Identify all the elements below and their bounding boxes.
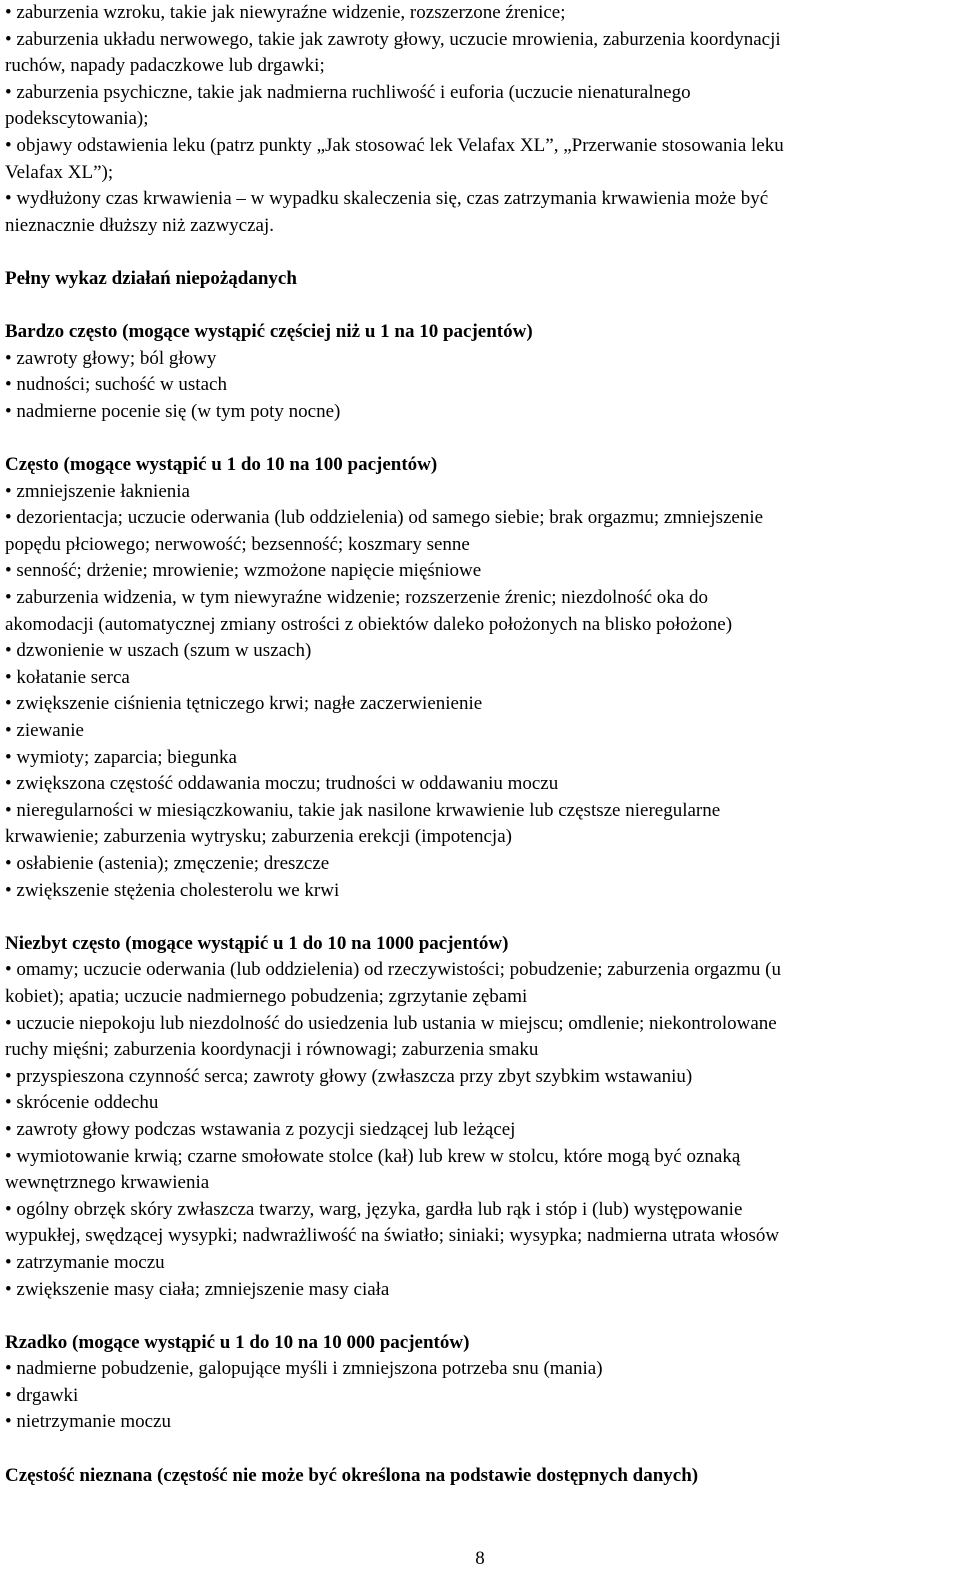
text-line: • wymioty; zaparcia; biegunka	[5, 746, 237, 768]
text-line: • nadmierne pocenie się (w tym poty nocne)	[5, 400, 341, 422]
paragraph-gap	[5, 904, 955, 931]
text-line: • zmniejszenie łaknienia	[5, 480, 190, 502]
text-line: • nadmierne pobudzenie, galopujące myśli i zmniejszona potrzeba snu (mania)	[5, 1358, 603, 1380]
text-line: • dezorientacja; uczucie oderwania (lub oddzielenia) od samego siebie; brak orgazmu; zmniejszenie	[5, 507, 764, 529]
document-body	[5, 0, 955, 1489]
paragraph-gap	[5, 1303, 955, 1330]
text-line: podekscytowania);	[5, 108, 149, 130]
text-line: Velafax XL”);	[5, 161, 114, 183]
text-line: • skrócenie oddechu	[5, 1092, 159, 1114]
text-line: • zaburzenia układu nerwowego, takie jak zawroty głowy, uczucie mrowienia, zaburzenia koordynacji	[5, 28, 781, 50]
text-line: • nietrzymanie moczu	[5, 1411, 171, 1433]
section-heading: Często (mogące wystąpić u 1 do 10 na 100 pacjentów)	[5, 454, 438, 476]
text-line: • zawroty głowy; ból głowy	[5, 347, 217, 369]
text-line: • wydłużony czas krwawienia – w wypadku skaleczenia się, czas zatrzymania krwawienia może być	[5, 188, 769, 210]
text-line: • zaburzenia wzroku, takie jak niewyraźne widzenie, rozszerzone źrenice;	[5, 2, 566, 23]
text-line: • zwiększenie stężenia cholesterolu we krwi	[5, 879, 340, 901]
text-line: • objawy odstawienia leku (patrz punkty „Jak stosować lek Velafax XL”, „Przerwanie stosowania leku	[5, 134, 784, 156]
text-line: • omamy; uczucie oderwania (lub oddzielenia) od rzeczywistości; pobudzenie; zaburzenia orgazmu (u	[5, 959, 782, 981]
text-line: • dzwonienie w uszach (szum w uszach)	[5, 640, 312, 662]
paragraph-gap	[5, 1436, 955, 1463]
text-line: • zwiększenie ciśnienia tętniczego krwi; nagłe zaczerwienienie	[5, 693, 483, 715]
section-heading: Pełny wykaz działań niepożądanych	[5, 267, 297, 289]
text-line: • ogólny obrzęk skóry zwłaszcza twarzy, warg, języka, gardła lub rąk i stóp i (lub) występowanie	[5, 1198, 743, 1220]
text-line: • uczucie niepokoju lub niezdolność do usiedzenia lub ustania w miejscu; omdlenie; niekontrolowane	[5, 1012, 777, 1034]
text-line: • nudności; suchość w ustach	[5, 374, 227, 396]
text-line: • zaburzenia widzenia, w tym niewyraźne widzenie; rozszerzenie źrenic; niezdolność oka do	[5, 587, 708, 609]
text-line: krwawienie; zaburzenia wytrysku; zaburzenia erekcji (impotencja)	[5, 826, 512, 848]
text-line: • zwiększona częstość oddawania moczu; trudności w oddawaniu moczu	[5, 773, 559, 795]
paragraph-gap	[5, 293, 955, 320]
section-heading: Niezbyt często (mogące wystąpić u 1 do 10 na 1000 pacjentów)	[5, 932, 509, 954]
text-line: • osłabienie (astenia); zmęczenie; dreszcze	[5, 853, 330, 874]
text-line: • wymiotowanie krwią; czarne smołowate stolce (kał) lub krew w stolcu, które mogą być oznaką	[5, 1145, 741, 1167]
text-line: kobiet); apatia; uczucie nadmiernego pobudzenia; zgrzytanie zębami	[5, 985, 528, 1007]
text-line: wypukłej, swędzącej wysypki; nadwrażliwość na światło; siniaki; wysypka; nadmierna utrata włosów	[5, 1225, 780, 1247]
text-line: ruchów, napady padaczkowe lub drgawki;	[5, 55, 325, 77]
text-line: • zaburzenia psychiczne, takie jak nadmierna ruchliwość i euforia (uczucie nienaturalnego	[5, 81, 691, 103]
text-line: • zatrzymanie moczu	[5, 1251, 165, 1273]
text-line: • zawroty głowy podczas wstawania z pozycji siedzącej lub leżącej	[5, 1118, 516, 1140]
section-heading: Częstość nieznana (częstość nie może być określona na podstawie dostępnych danych)	[5, 1464, 699, 1486]
text-line: nieznacznie dłuższy niż zazwyczaj.	[5, 214, 275, 236]
text-line: • senność; drżenie; mrowienie; wzmożone napięcie mięśniowe	[5, 560, 482, 582]
text-line: akomodacji (automatycznej zmiany ostrości z obiektów daleko położonych na blisko położone)	[5, 613, 733, 635]
page-number: 8	[475, 1548, 485, 1569]
text-line: • zwiększenie masy ciała; zmniejszenie masy ciała	[5, 1278, 390, 1300]
text-line: ruchy mięśni; zaburzenia koordynacji i równowagi; zaburzenia smaku	[5, 1039, 539, 1061]
section-heading: Bardzo często (mogące wystąpić częściej niż u 1 na 10 pacjentów)	[5, 321, 533, 343]
text-line: wewnętrznego krwawienia	[5, 1172, 210, 1194]
text-line: • przyspieszona czynność serca; zawroty głowy (zwłaszcza przy zbyt szybkim wstawaniu)	[5, 1065, 693, 1087]
text-line: • ziewanie	[5, 720, 84, 742]
paragraph-gap	[5, 426, 955, 453]
section-heading: Rzadko (mogące wystąpić u 1 do 10 na 10 000 pacjentów)	[5, 1331, 470, 1353]
text-line: popędu płciowego; nerwowość; bezsenność; koszmary senne	[5, 533, 470, 555]
text-line: • drgawki	[5, 1384, 79, 1406]
paragraph-gap	[5, 239, 955, 266]
text-line: • nieregularności w miesiączkowaniu, takie jak nasilone krwawienie lub częstsze nieregularne	[5, 799, 721, 821]
text-line: • kołatanie serca	[5, 666, 130, 688]
